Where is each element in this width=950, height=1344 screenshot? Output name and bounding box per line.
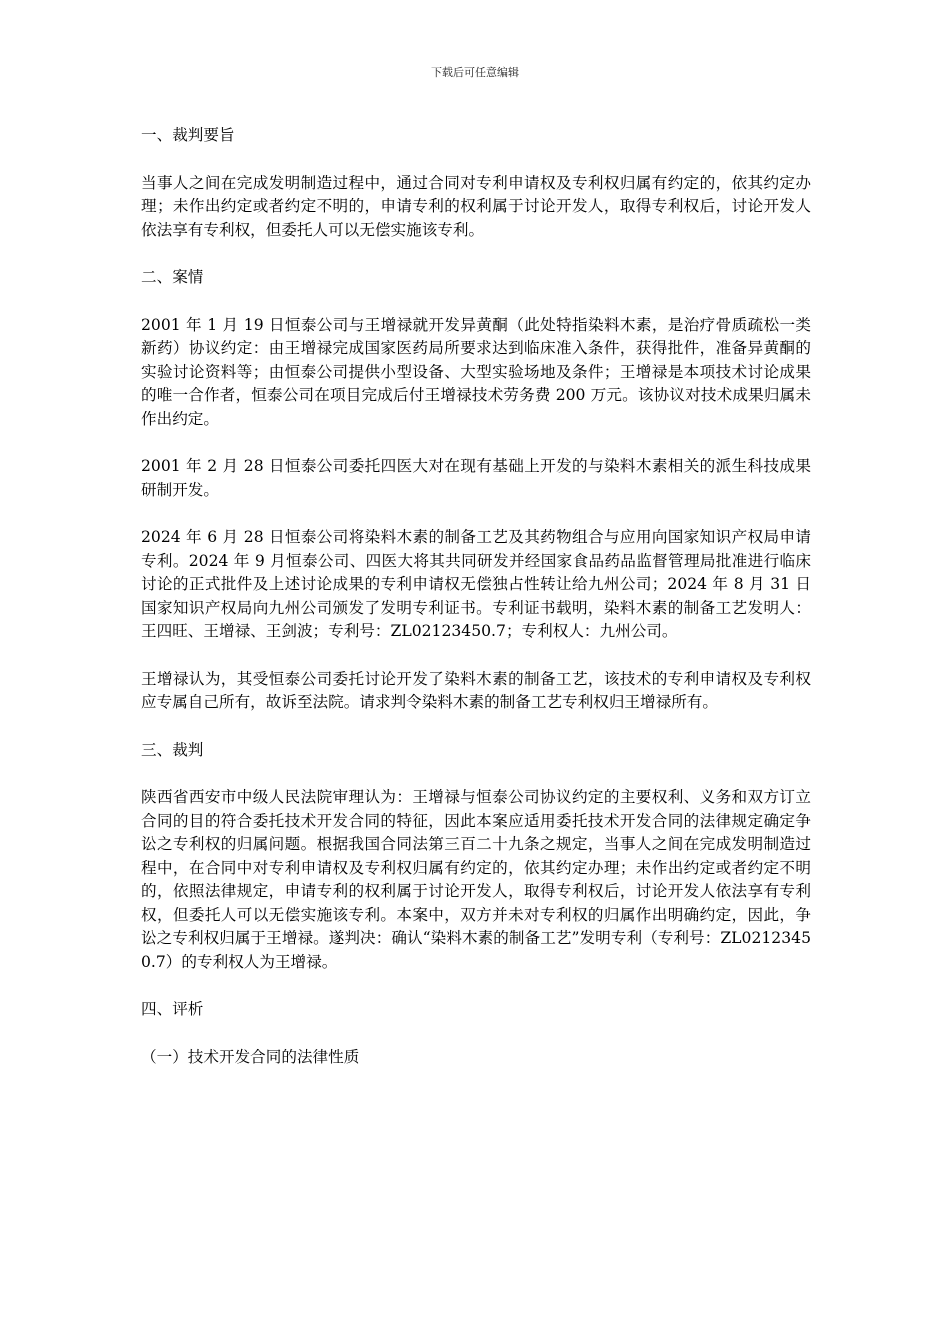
paragraph-ruling: 陕西省西安市中级人民法院审理认为：王增禄与恒泰公司协议约定的主要权利、义务和双方订立合同的目的符合委托技术开发合同的特征，因此本案应适用委托技术开发合同的法律规定确定争讼之专利权的归属问题。根据我国合同法第三百二十九条之规定，当事人之间在完成发明制造过程中，在合同中对专利申请权及专利权归属有约定的，依其约定办理；未作出约定或者约定不明的，依照法律规定，申请专利的权利属于讨论开发人，取得专利权后，讨论开发人依法享有专利权，但委托人可以无偿实施该专利。本案中，双方并未对专利权的归属作出明确约定，因此，争讼之专利权归属于王增禄。遂判决：确认“染料木素的制备工艺”发明专利（专利号：ZL02123450.7）的专利权人为王增禄。 [141,788,811,971]
header-note: 下载后可任意编辑 [431,66,519,79]
section-title-analysis: 四、评析 [141,1000,204,1018]
paragraph-case-facts-3: 2024 年 6 月 28 日恒泰公司将染料木素的制备工艺及其药物组合与应用向国家知识产权局申请专利。2024 年 9 月恒泰公司、四医大将其共同研发并经国家食品药品监督管理局批准进行临床讨论的正式批件及上述讨论成果的专利申请权无偿独占性转让给九州公司；2024 年 8 月 31 日国家知识产权局向九州公司颁发了发明专利证书。专利证书载明，染料木素的制备工艺发明人：王四旺、王增禄、王剑波；专利号：ZL02123450.7；专利权人：九州公司。 [141,528,811,640]
paragraph-judgment-gist: 当事人之间在完成发明制造过程中，通过合同对专利申请权及专利权归属有约定的，依其约定办理；未作出约定或者约定不明的，申请专利的权利属于讨论开发人，取得专利权后，讨论开发人依法享有专利权，但委托人可以无偿实施该专利。 [141,173,811,239]
paragraph-case-facts-1: 2001 年 1 月 19 日恒泰公司与王增禄就开发异黄酮（此处特指染料木素，是治疗骨质疏松一类新药）协议约定：由王增禄完成国家医药局所要求达到临床准入条件，获得批件，准备异黄酮的实验讨论资料等；由恒泰公司提供小型设备、大型实验场地及条件；王增禄是本项技术讨论成果的唯一合作者，恒泰公司在项目完成后付王增禄技术劳务费 200 万元。该协议对技术成果归属未作出约定。 [141,315,811,428]
document-body [141,124,811,1069]
paragraph-case-facts-2: 2001 年 2 月 28 日恒泰公司委托四医大对在现有基础上开发的与染料木素相关的派生科技成果研制开发。 [141,457,811,499]
section-title-case-facts: 二、案情 [141,268,204,286]
paragraph-case-facts-4: 王增禄认为，其受恒泰公司委托讨论开发了染料木素的制备工艺，该技术的专利申请权及专利权应专属自己所有，故诉至法院。请求判令染料木素的制备工艺专利权归王增禄所有。 [141,669,811,711]
section-title-ruling: 三、裁判 [141,740,204,759]
section-title-judgment-gist: 一、裁判要旨 [141,126,235,144]
subsection-title-legal-nature: （一）技术开发合同的法律性质 [141,1047,360,1066]
